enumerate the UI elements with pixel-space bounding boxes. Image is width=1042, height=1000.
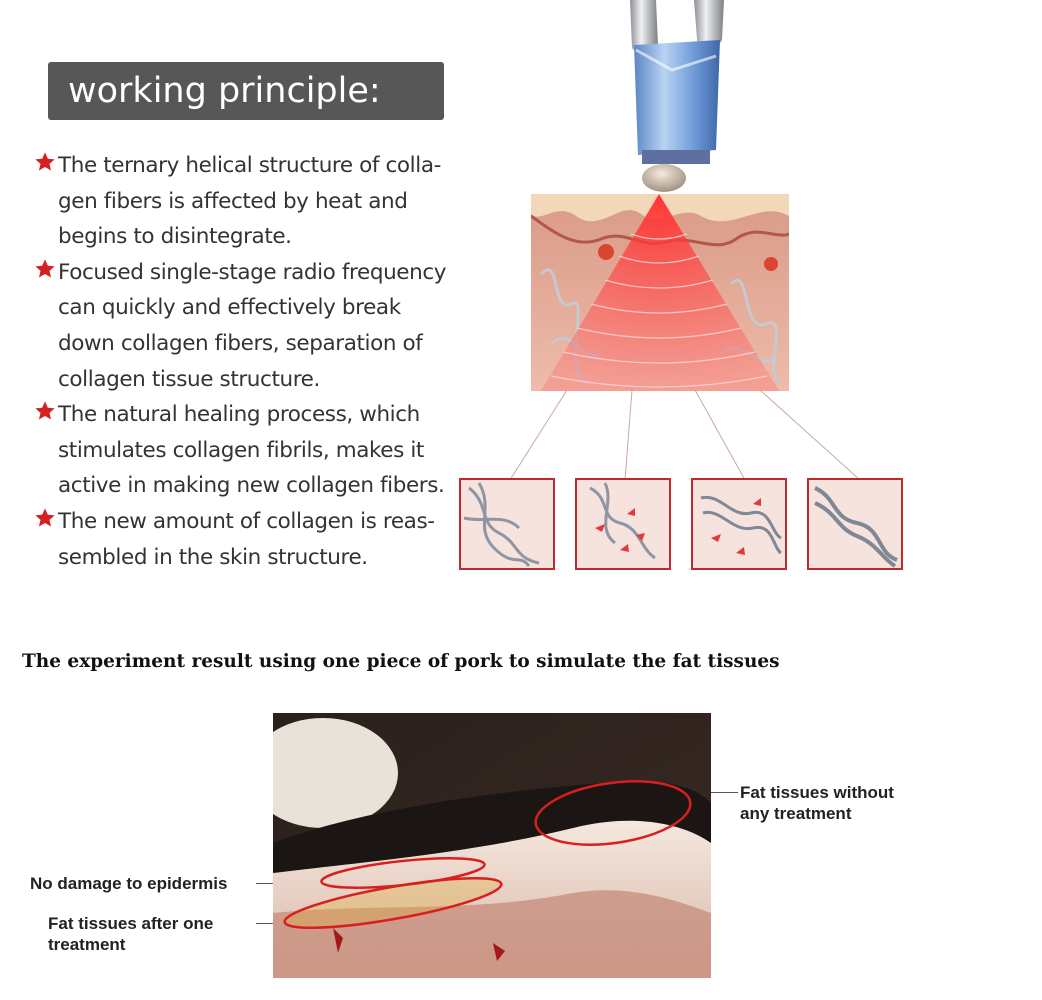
star-icon <box>34 507 56 529</box>
principle-list <box>34 148 464 575</box>
principle-text: stimulates collagen fibrils, makes it <box>58 437 424 463</box>
leader-line <box>711 792 738 793</box>
principle-text: collagen tissue structure. <box>58 366 320 392</box>
principle-item-1 <box>34 148 464 255</box>
principle-text: The natural healing process, which <box>58 402 420 428</box>
star-icon <box>34 151 56 173</box>
principle-text: can quickly and effectively break <box>58 295 401 321</box>
label-epidermis: No damage to epidermis <box>30 874 228 893</box>
label-untreated-line2: any treatment <box>740 804 852 823</box>
label-treated-line2: treatment <box>48 935 126 954</box>
principle-text: Focused single-stage radio frequency <box>58 259 447 285</box>
collagen-fiber-tile <box>807 478 903 570</box>
collagen-fiber-tile <box>459 478 555 570</box>
section-title: working principle: <box>68 71 381 111</box>
collagen-fiber-tile <box>691 478 787 570</box>
rf-handpiece-illustration <box>612 0 742 200</box>
skin-cross-section-illustration <box>531 194 789 391</box>
pork-experiment-photo <box>273 713 711 978</box>
principle-text: down collagen fibers, separation of <box>58 330 423 356</box>
collagen-fiber-tile <box>575 478 671 570</box>
section-title-badge <box>48 62 444 120</box>
principle-text: sembled in the skin structure. <box>58 544 368 570</box>
principle-text: begins to disintegrate. <box>58 224 292 250</box>
principle-item-4 <box>34 504 464 575</box>
label-treated-line1: Fat tissues after one <box>48 914 214 933</box>
principle-text: The ternary helical structure of colla- <box>58 153 441 178</box>
label-untreated <box>740 782 894 824</box>
principle-item-3 <box>34 397 464 504</box>
star-icon <box>34 400 56 422</box>
principle-item-2 <box>34 255 464 397</box>
star-icon <box>34 258 56 280</box>
experiment-title: The experiment result using one piece of pork to simulate the fat tissues <box>22 651 780 672</box>
principle-text: The new amount of collagen is reas- <box>58 508 435 534</box>
leader-line <box>256 923 273 924</box>
principle-text: gen fibers is affected by heat and <box>58 188 408 214</box>
label-untreated-line1: Fat tissues without <box>740 783 894 802</box>
leader-line <box>256 883 273 884</box>
connector-lines <box>455 385 875 485</box>
label-treated <box>48 913 213 955</box>
principle-text: active in making new collagen fibers. <box>58 473 445 499</box>
